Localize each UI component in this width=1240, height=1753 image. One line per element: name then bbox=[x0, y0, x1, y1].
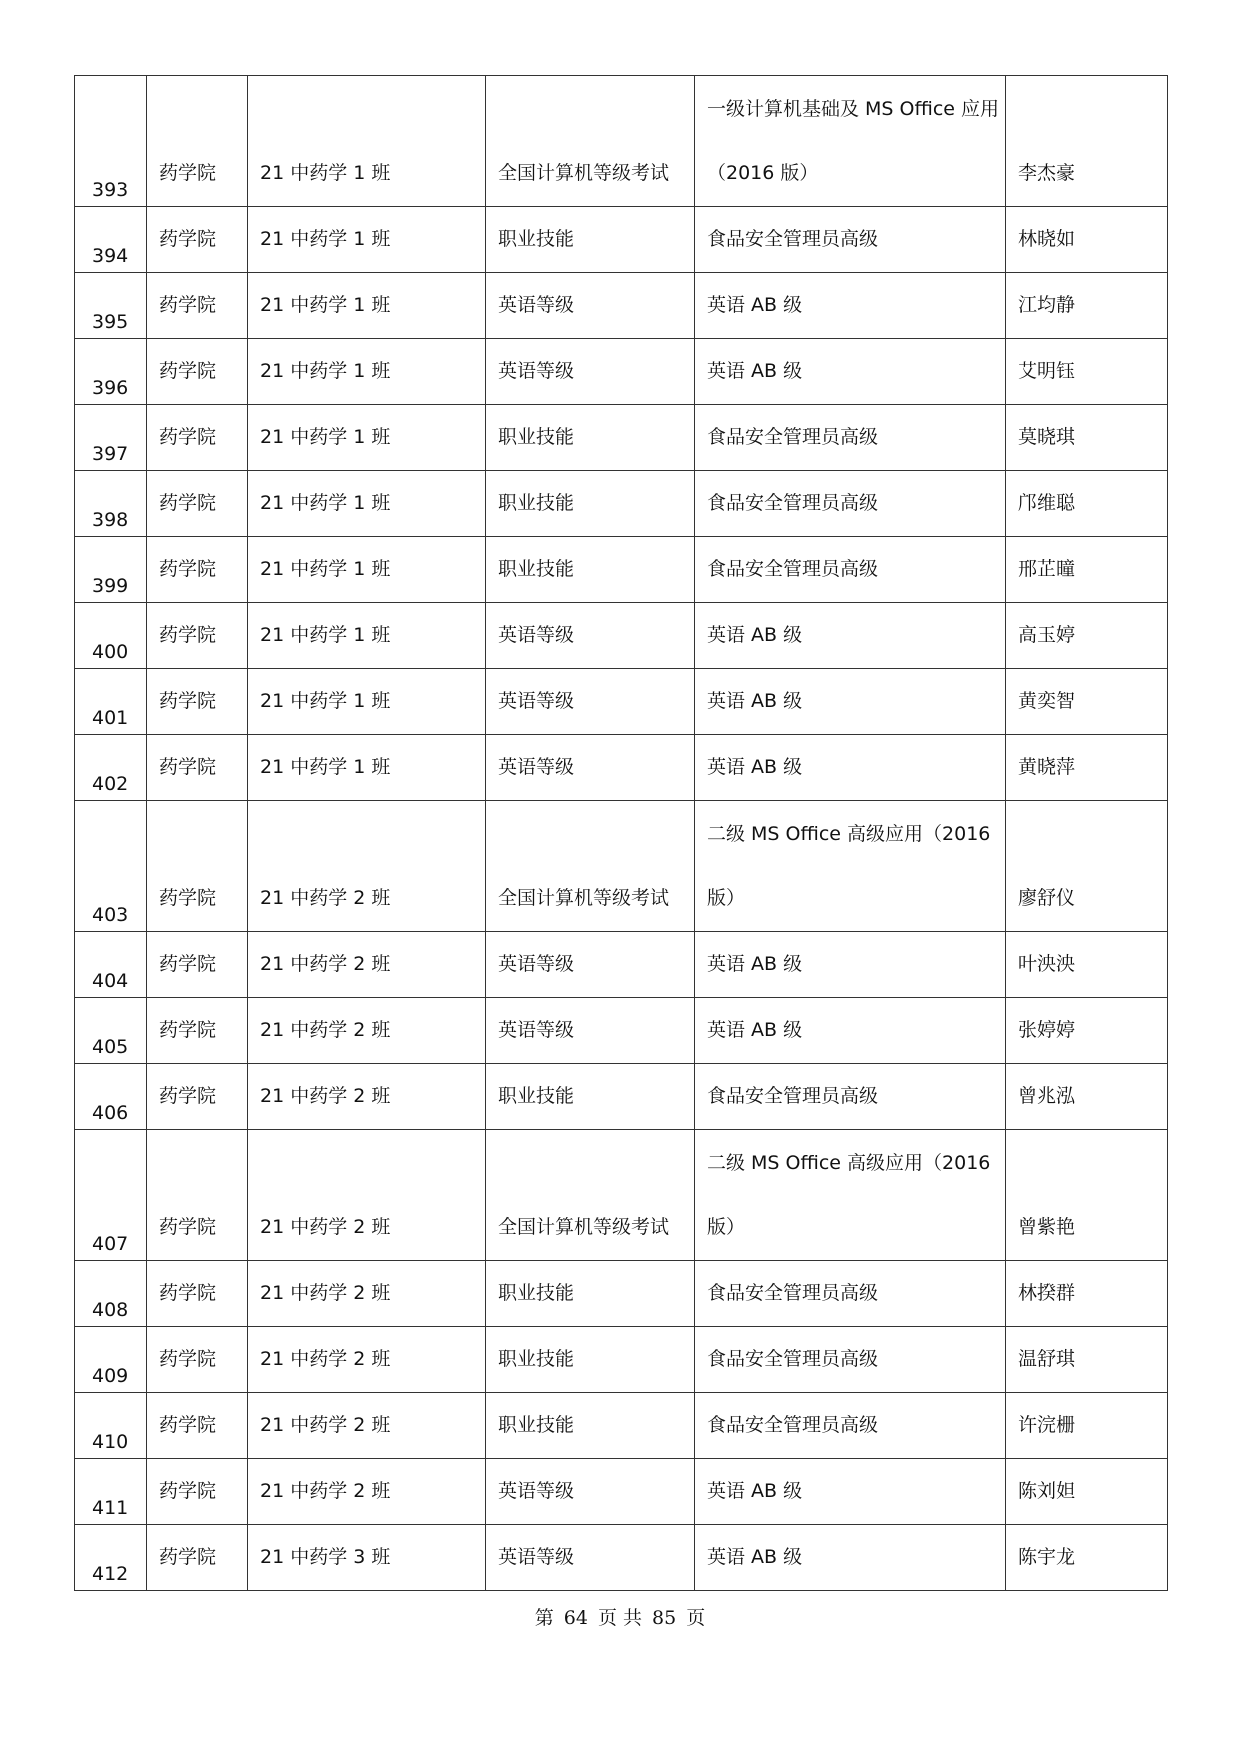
category-cell-text: 职业技能 bbox=[498, 426, 575, 448]
certificate-item-cell-text: 英语 AB 级 bbox=[707, 360, 803, 382]
certificate-item-cell-text: 一级计算机基础及 MS Office 应用（2016 版） bbox=[707, 98, 1000, 184]
row-number bbox=[75, 1130, 147, 1261]
category-cell-text: 职业技能 bbox=[498, 492, 575, 514]
certificate-item-cell-text: 二级 MS Office 高级应用（2016 版） bbox=[707, 823, 991, 909]
certificate-item-cell-text: 英语 AB 级 bbox=[707, 756, 803, 778]
table-row bbox=[75, 603, 1168, 669]
category-cell-text: 英语等级 bbox=[498, 756, 575, 778]
certificate-item-cell-text: 食品安全管理员高级 bbox=[707, 228, 879, 250]
class-cell bbox=[248, 537, 486, 603]
college-cell bbox=[147, 1525, 248, 1591]
category-cell bbox=[486, 207, 695, 273]
class-cell bbox=[248, 471, 486, 537]
row-number-text: 396 bbox=[92, 377, 129, 399]
certificate-item-cell bbox=[695, 669, 1006, 735]
student-name-cell-text: 黄奕智 bbox=[1018, 690, 1076, 712]
student-name-cell bbox=[1006, 273, 1168, 339]
certificate-item-cell-text: 食品安全管理员高级 bbox=[707, 492, 879, 514]
class-cell-text: 21 中药学 2 班 bbox=[260, 887, 391, 909]
footer-middle: 页 共 bbox=[597, 1607, 643, 1629]
certificate-item-cell-text: 食品安全管理员高级 bbox=[707, 1414, 879, 1436]
college-cell-text: 药学院 bbox=[159, 1348, 217, 1370]
row-number-text: 398 bbox=[92, 509, 129, 531]
student-name-cell bbox=[1006, 1393, 1168, 1459]
table-row bbox=[75, 1459, 1168, 1525]
certificate-item-cell bbox=[695, 1064, 1006, 1130]
row-number bbox=[75, 603, 147, 669]
college-cell-text: 药学院 bbox=[159, 162, 217, 184]
student-name-cell bbox=[1006, 1261, 1168, 1327]
college-cell bbox=[147, 735, 248, 801]
student-name-cell bbox=[1006, 1525, 1168, 1591]
row-number-text: 393 bbox=[92, 179, 129, 201]
college-cell bbox=[147, 1261, 248, 1327]
row-number bbox=[75, 932, 147, 998]
table-row bbox=[75, 932, 1168, 998]
college-cell-text: 药学院 bbox=[159, 426, 217, 448]
student-name-cell bbox=[1006, 1327, 1168, 1393]
certificate-item-cell bbox=[695, 603, 1006, 669]
class-cell bbox=[248, 1130, 486, 1261]
certificate-item-cell-text: 英语 AB 级 bbox=[707, 624, 803, 646]
row-number bbox=[75, 1327, 147, 1393]
row-number bbox=[75, 1064, 147, 1130]
category-cell-text: 英语等级 bbox=[498, 1546, 575, 1568]
college-cell bbox=[147, 207, 248, 273]
student-name-cell-text: 陈宇龙 bbox=[1018, 1546, 1076, 1568]
student-name-cell-text: 叶泱泱 bbox=[1018, 953, 1076, 975]
class-cell-text: 21 中药学 1 班 bbox=[260, 360, 391, 382]
table-row bbox=[75, 1130, 1168, 1261]
table-row bbox=[75, 339, 1168, 405]
class-cell-text: 21 中药学 1 班 bbox=[260, 558, 391, 580]
row-number-text: 405 bbox=[92, 1036, 129, 1058]
category-cell bbox=[486, 537, 695, 603]
category-cell-text: 职业技能 bbox=[498, 1282, 575, 1304]
student-name-cell bbox=[1006, 1064, 1168, 1130]
student-name-cell bbox=[1006, 998, 1168, 1064]
row-number bbox=[75, 801, 147, 932]
college-cell-text: 药学院 bbox=[159, 294, 217, 316]
table-row bbox=[75, 1393, 1168, 1459]
student-name-cell-text: 邢芷曈 bbox=[1018, 558, 1076, 580]
student-name-cell bbox=[1006, 801, 1168, 932]
certificate-item-cell-text: 食品安全管理员高级 bbox=[707, 426, 879, 448]
class-cell bbox=[248, 801, 486, 932]
class-cell-text: 21 中药学 1 班 bbox=[260, 294, 391, 316]
class-cell-text: 21 中药学 1 班 bbox=[260, 690, 391, 712]
student-name-cell-text: 李杰豪 bbox=[1018, 162, 1076, 184]
category-cell bbox=[486, 76, 695, 207]
class-cell bbox=[248, 273, 486, 339]
college-cell bbox=[147, 801, 248, 932]
class-cell bbox=[248, 1459, 486, 1525]
category-cell-text: 英语等级 bbox=[498, 1480, 575, 1502]
college-cell bbox=[147, 998, 248, 1064]
college-cell-text: 药学院 bbox=[159, 1414, 217, 1436]
roster-table-container bbox=[74, 75, 1167, 1591]
table-row bbox=[75, 1261, 1168, 1327]
row-number bbox=[75, 273, 147, 339]
certificate-item-cell bbox=[695, 1130, 1006, 1261]
row-number-text: 412 bbox=[92, 1563, 129, 1585]
class-cell-text: 21 中药学 2 班 bbox=[260, 1282, 391, 1304]
college-cell-text: 药学院 bbox=[159, 953, 217, 975]
college-cell bbox=[147, 669, 248, 735]
class-cell-text: 21 中药学 2 班 bbox=[260, 1019, 391, 1041]
category-cell-text: 英语等级 bbox=[498, 294, 575, 316]
class-cell bbox=[248, 1261, 486, 1327]
student-name-cell-text: 黄晓萍 bbox=[1018, 756, 1076, 778]
class-cell bbox=[248, 1327, 486, 1393]
college-cell bbox=[147, 1393, 248, 1459]
category-cell-text: 英语等级 bbox=[498, 360, 575, 382]
category-cell bbox=[486, 801, 695, 932]
category-cell bbox=[486, 735, 695, 801]
college-cell bbox=[147, 932, 248, 998]
college-cell bbox=[147, 1064, 248, 1130]
certificate-item-cell bbox=[695, 801, 1006, 932]
student-name-cell-text: 曾兆泓 bbox=[1018, 1085, 1076, 1107]
college-cell-text: 药学院 bbox=[159, 1216, 217, 1238]
row-number-text: 409 bbox=[92, 1365, 129, 1387]
row-number-text: 406 bbox=[92, 1102, 129, 1124]
class-cell-text: 21 中药学 2 班 bbox=[260, 953, 391, 975]
certificate-item-cell bbox=[695, 273, 1006, 339]
table-row bbox=[75, 537, 1168, 603]
class-cell bbox=[248, 603, 486, 669]
college-cell-text: 药学院 bbox=[159, 558, 217, 580]
certificate-item-cell bbox=[695, 207, 1006, 273]
student-name-cell-text: 许浣栅 bbox=[1018, 1414, 1076, 1436]
category-cell bbox=[486, 1393, 695, 1459]
certificate-item-cell-text: 食品安全管理员高级 bbox=[707, 1282, 879, 1304]
category-cell bbox=[486, 1525, 695, 1591]
class-cell bbox=[248, 735, 486, 801]
row-number bbox=[75, 1393, 147, 1459]
row-number bbox=[75, 1261, 147, 1327]
student-name-cell-text: 温舒琪 bbox=[1018, 1348, 1076, 1370]
student-name-cell-text: 林晓如 bbox=[1018, 228, 1076, 250]
row-number bbox=[75, 76, 147, 207]
student-name-cell bbox=[1006, 537, 1168, 603]
row-number-text: 400 bbox=[92, 641, 129, 663]
student-name-cell-text: 陈刘妲 bbox=[1018, 1480, 1076, 1502]
certificate-item-cell-text: 英语 AB 级 bbox=[707, 1546, 803, 1568]
certificate-item-cell bbox=[695, 998, 1006, 1064]
row-number-text: 410 bbox=[92, 1431, 129, 1453]
certificate-item-cell-text: 英语 AB 级 bbox=[707, 953, 803, 975]
certificate-item-cell-text: 食品安全管理员高级 bbox=[707, 1348, 879, 1370]
row-number bbox=[75, 669, 147, 735]
college-cell-text: 药学院 bbox=[159, 1019, 217, 1041]
category-cell-text: 全国计算机等级考试 bbox=[498, 1216, 670, 1238]
row-number-text: 395 bbox=[92, 311, 129, 333]
college-cell bbox=[147, 76, 248, 207]
footer-current-page: 64 bbox=[563, 1607, 588, 1629]
row-number bbox=[75, 207, 147, 273]
college-cell bbox=[147, 1130, 248, 1261]
table-row bbox=[75, 273, 1168, 339]
category-cell bbox=[486, 471, 695, 537]
class-cell-text: 21 中药学 1 班 bbox=[260, 492, 391, 514]
table-row bbox=[75, 998, 1168, 1064]
college-cell-text: 药学院 bbox=[159, 887, 217, 909]
category-cell-text: 全国计算机等级考试 bbox=[498, 887, 670, 909]
row-number bbox=[75, 339, 147, 405]
class-cell bbox=[248, 1393, 486, 1459]
row-number-text: 399 bbox=[92, 575, 129, 597]
table-row bbox=[75, 801, 1168, 932]
student-name-cell-text: 高玉婷 bbox=[1018, 624, 1076, 646]
student-name-cell-text: 江均静 bbox=[1018, 294, 1076, 316]
row-number-text: 397 bbox=[92, 443, 129, 465]
category-cell bbox=[486, 339, 695, 405]
class-cell-text: 21 中药学 1 班 bbox=[260, 756, 391, 778]
page-footer bbox=[0, 1603, 1240, 1630]
college-cell-text: 药学院 bbox=[159, 360, 217, 382]
class-cell bbox=[248, 339, 486, 405]
college-cell-text: 药学院 bbox=[159, 1546, 217, 1568]
category-cell bbox=[486, 603, 695, 669]
category-cell bbox=[486, 1130, 695, 1261]
certificate-item-cell-text: 食品安全管理员高级 bbox=[707, 558, 879, 580]
class-cell bbox=[248, 207, 486, 273]
certificate-item-cell-text: 二级 MS Office 高级应用（2016 版） bbox=[707, 1152, 991, 1238]
class-cell-text: 21 中药学 2 班 bbox=[260, 1216, 391, 1238]
class-cell-text: 21 中药学 2 班 bbox=[260, 1480, 391, 1502]
table-row bbox=[75, 471, 1168, 537]
class-cell-text: 21 中药学 2 班 bbox=[260, 1085, 391, 1107]
footer-total-pages: 85 bbox=[652, 1607, 677, 1629]
table-row bbox=[75, 405, 1168, 471]
college-cell-text: 药学院 bbox=[159, 690, 217, 712]
college-cell bbox=[147, 1459, 248, 1525]
footer-prefix: 第 bbox=[534, 1607, 554, 1629]
row-number-text: 402 bbox=[92, 773, 129, 795]
row-number-text: 411 bbox=[92, 1497, 129, 1519]
class-cell bbox=[248, 1064, 486, 1130]
class-cell-text: 21 中药学 2 班 bbox=[260, 1348, 391, 1370]
student-name-cell bbox=[1006, 471, 1168, 537]
certificate-item-cell bbox=[695, 735, 1006, 801]
class-cell-text: 21 中药学 1 班 bbox=[260, 162, 391, 184]
certificate-item-cell-text: 英语 AB 级 bbox=[707, 690, 803, 712]
category-cell bbox=[486, 405, 695, 471]
college-cell-text: 药学院 bbox=[159, 1085, 217, 1107]
college-cell bbox=[147, 405, 248, 471]
category-cell-text: 英语等级 bbox=[498, 624, 575, 646]
category-cell bbox=[486, 998, 695, 1064]
student-name-cell bbox=[1006, 735, 1168, 801]
student-name-cell-text: 莫晓琪 bbox=[1018, 426, 1076, 448]
row-number-text: 401 bbox=[92, 707, 129, 729]
college-cell-text: 药学院 bbox=[159, 1480, 217, 1502]
certificate-item-cell-text: 英语 AB 级 bbox=[707, 294, 803, 316]
certificate-item-cell bbox=[695, 932, 1006, 998]
certificate-item-cell bbox=[695, 1327, 1006, 1393]
row-number-text: 394 bbox=[92, 245, 129, 267]
certificate-item-cell bbox=[695, 537, 1006, 603]
row-number bbox=[75, 537, 147, 603]
class-cell bbox=[248, 669, 486, 735]
row-number bbox=[75, 998, 147, 1064]
certificate-item-cell-text: 英语 AB 级 bbox=[707, 1480, 803, 1502]
category-cell-text: 职业技能 bbox=[498, 558, 575, 580]
table-row bbox=[75, 1327, 1168, 1393]
category-cell bbox=[486, 273, 695, 339]
student-name-cell bbox=[1006, 1459, 1168, 1525]
table-row bbox=[75, 669, 1168, 735]
college-cell bbox=[147, 273, 248, 339]
row-number bbox=[75, 1525, 147, 1591]
certificate-item-cell bbox=[695, 339, 1006, 405]
row-number-text: 408 bbox=[92, 1299, 129, 1321]
student-name-cell bbox=[1006, 76, 1168, 207]
row-number-text: 404 bbox=[92, 970, 129, 992]
certificate-item-cell-text: 食品安全管理员高级 bbox=[707, 1085, 879, 1107]
college-cell bbox=[147, 603, 248, 669]
category-cell-text: 英语等级 bbox=[498, 1019, 575, 1041]
table-row bbox=[75, 76, 1168, 207]
category-cell bbox=[486, 1261, 695, 1327]
certificate-item-cell bbox=[695, 1261, 1006, 1327]
certificate-item-cell bbox=[695, 405, 1006, 471]
student-name-cell bbox=[1006, 669, 1168, 735]
student-name-cell bbox=[1006, 207, 1168, 273]
student-name-cell bbox=[1006, 1130, 1168, 1261]
roster-table bbox=[74, 75, 1168, 1591]
student-name-cell bbox=[1006, 603, 1168, 669]
certificate-item-cell-text: 英语 AB 级 bbox=[707, 1019, 803, 1041]
row-number-text: 403 bbox=[92, 904, 129, 926]
category-cell bbox=[486, 1064, 695, 1130]
table-row bbox=[75, 207, 1168, 273]
certificate-item-cell bbox=[695, 1525, 1006, 1591]
class-cell bbox=[248, 405, 486, 471]
row-number bbox=[75, 735, 147, 801]
category-cell bbox=[486, 932, 695, 998]
class-cell bbox=[248, 932, 486, 998]
category-cell-text: 英语等级 bbox=[498, 690, 575, 712]
class-cell-text: 21 中药学 1 班 bbox=[260, 228, 391, 250]
certificate-item-cell bbox=[695, 1393, 1006, 1459]
category-cell-text: 全国计算机等级考试 bbox=[498, 162, 670, 184]
college-cell bbox=[147, 339, 248, 405]
category-cell-text: 职业技能 bbox=[498, 1414, 575, 1436]
student-name-cell-text: 廖舒仪 bbox=[1018, 887, 1076, 909]
college-cell bbox=[147, 537, 248, 603]
row-number bbox=[75, 405, 147, 471]
category-cell bbox=[486, 1327, 695, 1393]
student-name-cell bbox=[1006, 339, 1168, 405]
certificate-item-cell bbox=[695, 1459, 1006, 1525]
category-cell-text: 职业技能 bbox=[498, 228, 575, 250]
roster-table-body bbox=[75, 76, 1168, 1591]
class-cell bbox=[248, 1525, 486, 1591]
class-cell-text: 21 中药学 3 班 bbox=[260, 1546, 391, 1568]
category-cell-text: 职业技能 bbox=[498, 1085, 575, 1107]
row-number-text: 407 bbox=[92, 1233, 129, 1255]
class-cell-text: 21 中药学 1 班 bbox=[260, 426, 391, 448]
row-number bbox=[75, 1459, 147, 1525]
student-name-cell bbox=[1006, 405, 1168, 471]
student-name-cell-text: 张婷婷 bbox=[1018, 1019, 1076, 1041]
class-cell bbox=[248, 76, 486, 207]
table-row bbox=[75, 735, 1168, 801]
college-cell-text: 药学院 bbox=[159, 1282, 217, 1304]
student-name-cell-text: 曾紫艳 bbox=[1018, 1216, 1076, 1238]
category-cell-text: 职业技能 bbox=[498, 1348, 575, 1370]
student-name-cell-text: 邝维聪 bbox=[1018, 492, 1076, 514]
student-name-cell-text: 艾明钰 bbox=[1018, 360, 1076, 382]
category-cell bbox=[486, 669, 695, 735]
college-cell bbox=[147, 1327, 248, 1393]
student-name-cell bbox=[1006, 932, 1168, 998]
footer-suffix: 页 bbox=[686, 1607, 706, 1629]
class-cell-text: 21 中药学 1 班 bbox=[260, 624, 391, 646]
table-row bbox=[75, 1064, 1168, 1130]
college-cell-text: 药学院 bbox=[159, 624, 217, 646]
college-cell-text: 药学院 bbox=[159, 756, 217, 778]
college-cell-text: 药学院 bbox=[159, 228, 217, 250]
table-row bbox=[75, 1525, 1168, 1591]
college-cell bbox=[147, 471, 248, 537]
student-name-cell-text: 林揆群 bbox=[1018, 1282, 1076, 1304]
category-cell-text: 英语等级 bbox=[498, 953, 575, 975]
certificate-item-cell bbox=[695, 471, 1006, 537]
row-number bbox=[75, 471, 147, 537]
college-cell-text: 药学院 bbox=[159, 492, 217, 514]
class-cell-text: 21 中药学 2 班 bbox=[260, 1414, 391, 1436]
category-cell bbox=[486, 1459, 695, 1525]
certificate-item-cell bbox=[695, 76, 1006, 207]
class-cell bbox=[248, 998, 486, 1064]
